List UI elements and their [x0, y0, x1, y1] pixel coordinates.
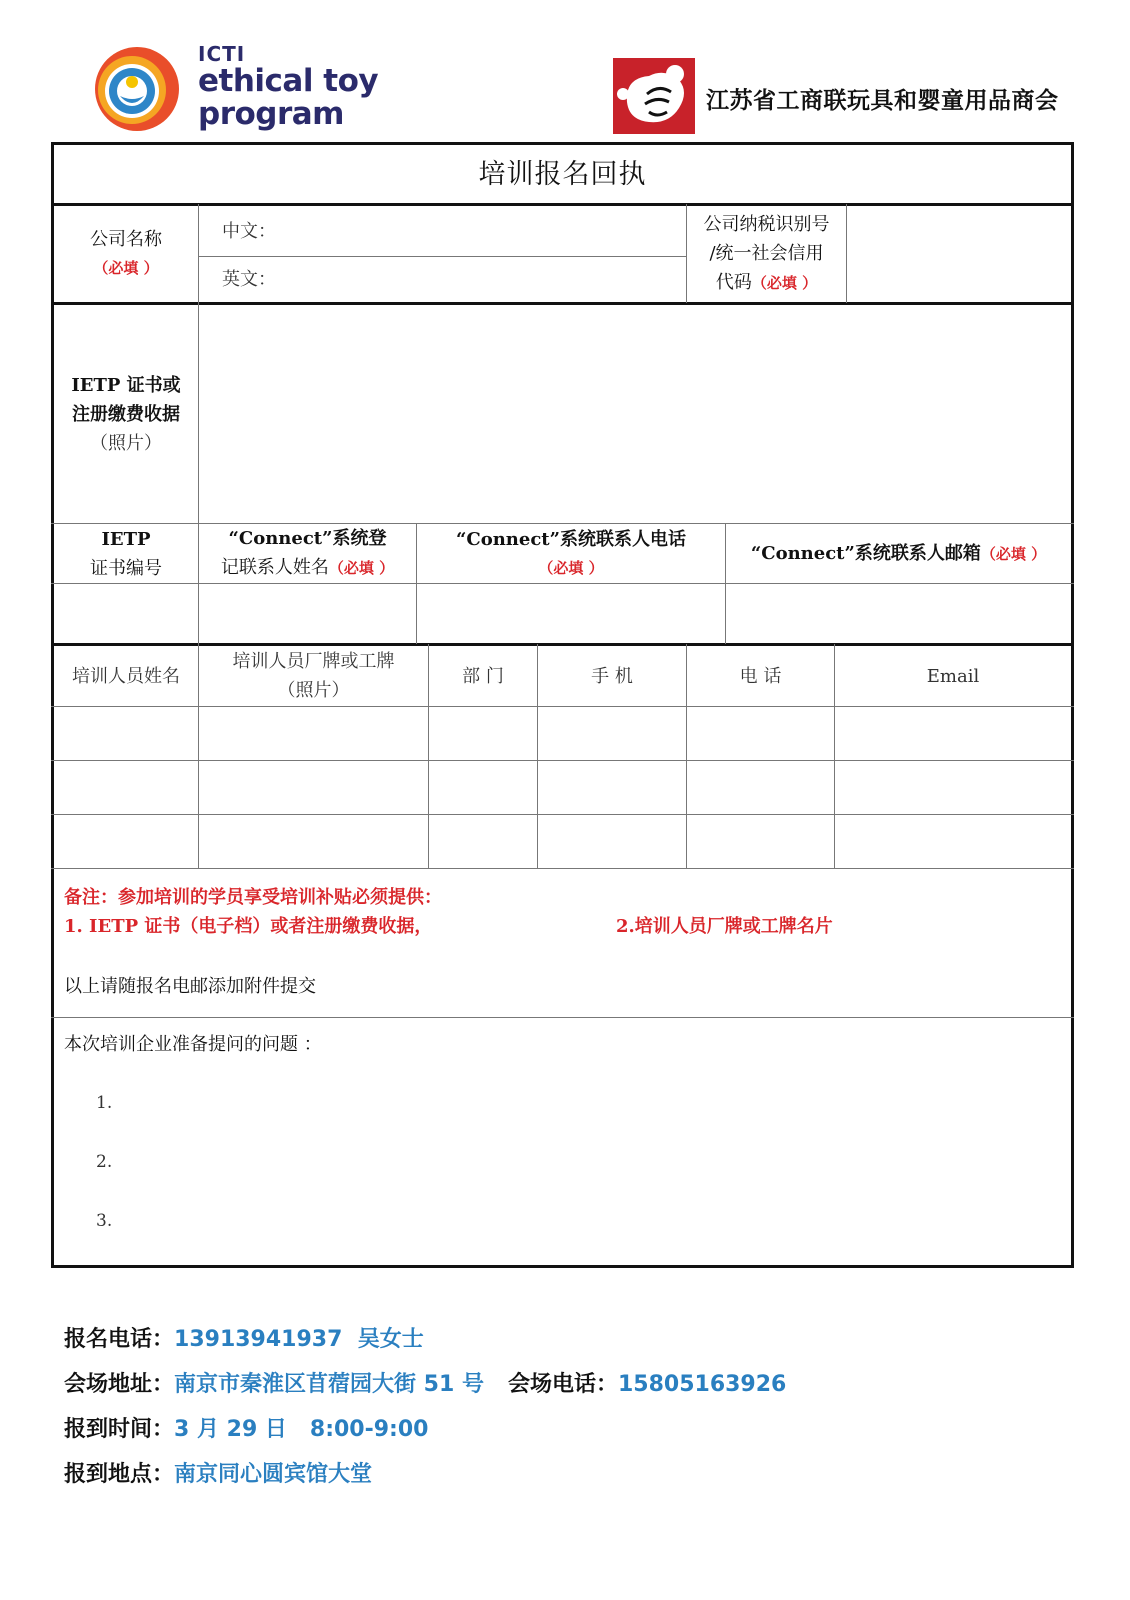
company-name-cn-label: 中文： [222, 220, 276, 242]
connect-phone-field[interactable] [417, 584, 725, 643]
venue-phone-label: 会场电话： [507, 1372, 618, 1397]
venue-line [64, 1367, 786, 1398]
required-mark: （必填 ） [93, 259, 159, 277]
association-name: 江苏省工商联玩具和婴童用品商会 [706, 88, 1059, 114]
notes-line: 备注：参加培训的学员享受培训补贴必须提供： [64, 887, 442, 908]
ietp-cert-label-line2: 注册缴费收据 [72, 403, 180, 425]
ietp-cert-no-field[interactable] [54, 584, 198, 643]
ietp-cert-label-line3: （照片） [90, 432, 162, 454]
signup-phone-value: 13913941937 吴女士 [174, 1327, 424, 1352]
ietp-cert-label-line1: IETP 证书或 [71, 374, 181, 396]
required-mark: （必填 ） [980, 544, 1047, 563]
question-item-3: 3. [96, 1211, 113, 1231]
icti-logo-icon [92, 44, 182, 134]
icti-small-text: ICTI [198, 42, 246, 66]
ietp-cert-label-cell [54, 305, 198, 523]
trainee-badge-header [199, 646, 428, 706]
connect-name-line2: 记联系人姓名 [220, 557, 329, 578]
required-mark: （必填 ） [538, 558, 604, 577]
table-row[interactable] [54, 707, 1071, 760]
icti-line2: program [198, 96, 344, 132]
ietp-cert-photo-area[interactable] [199, 305, 1071, 523]
cert-no-line1: IETP [101, 528, 151, 550]
ietp-cert-no-header [54, 524, 198, 583]
form-title: 培训报名回执 [478, 158, 647, 190]
notes-submit-instruction: 以上请随报名电邮添加附件提交 [64, 976, 316, 997]
connect-email-field[interactable] [726, 584, 1071, 643]
signup-phone-label: 报名电话： [64, 1327, 175, 1352]
required-mark: （必填 ） [751, 274, 818, 292]
tax-id-label-line1: 公司纳税识别号 [703, 214, 830, 235]
venue-phone-value: 15805163926 [617, 1372, 787, 1397]
question-item-1: 1. [96, 1093, 113, 1113]
trainee-name-header: 培训人员姓名 [72, 665, 180, 687]
company-name-label-cell [54, 206, 198, 302]
table-row[interactable] [54, 761, 1071, 814]
connect-email-label: “Connect”系统联系人邮箱 [750, 542, 981, 564]
checkin-place-line [64, 1457, 372, 1488]
company-name-en-field[interactable] [222, 257, 682, 302]
signup-phone-line [64, 1322, 424, 1353]
question-item-2: 2. [96, 1152, 113, 1172]
tax-id-label-cell [687, 206, 846, 302]
checkin-place-label: 报到地点： [64, 1462, 175, 1487]
tax-id-label-line2: /统一社会信用 [709, 243, 824, 264]
trainee-badge-line1: 培训人员厂牌或工牌 [232, 651, 395, 672]
required-mark: （必填 ） [328, 559, 395, 577]
association-logo-icon [613, 58, 695, 134]
checkin-time-line [64, 1412, 428, 1443]
checkin-time-label: 报到时间： [64, 1417, 175, 1442]
checkin-place-value: 南京同心圆宾馆大堂 [174, 1462, 373, 1487]
icti-line1: ethical toy [198, 63, 379, 99]
venue-address-value: 南京市秦淮区苜蓿园大街 51 号 [174, 1372, 484, 1397]
company-name-cn-field[interactable] [222, 206, 682, 256]
table-row[interactable] [54, 815, 1071, 868]
notes-item-1: 1. IETP 证书（电子档）或者注册缴费收据， [64, 916, 433, 937]
connect-phone-header [417, 524, 725, 583]
connect-name-field[interactable] [199, 584, 416, 643]
connect-name-line1: “Connect”系统登 [228, 528, 387, 549]
connect-name-header [199, 524, 416, 583]
checkin-time-value: 3 月 29 日 8:00-9:00 [174, 1417, 429, 1442]
trainee-email-header: Email [926, 665, 980, 687]
connect-email-header [726, 524, 1071, 583]
trainee-phone-header: 电 话 [739, 665, 782, 687]
company-name-en-label: 英文： [222, 269, 276, 290]
company-name-label: 公司名称 [90, 229, 162, 250]
questions-label: 本次培训企业准备提问的问题 ： [64, 1034, 322, 1055]
venue-address-label: 会场地址： [64, 1372, 175, 1397]
tax-id-label-line3: 代码 [715, 272, 752, 293]
cert-no-line2: 证书编号 [90, 557, 162, 579]
tax-id-field[interactable] [847, 206, 1071, 302]
connect-phone-label: “Connect”系统联系人电话 [456, 528, 686, 550]
trainee-mobile-header: 手 机 [591, 665, 633, 687]
trainee-dept-header: 部 门 [462, 665, 504, 687]
trainee-badge-line2: （照片） [277, 680, 350, 701]
icti-wordmark [198, 44, 378, 130]
notes-item-2: 2.培训人员厂牌或工牌名片 [616, 916, 833, 937]
